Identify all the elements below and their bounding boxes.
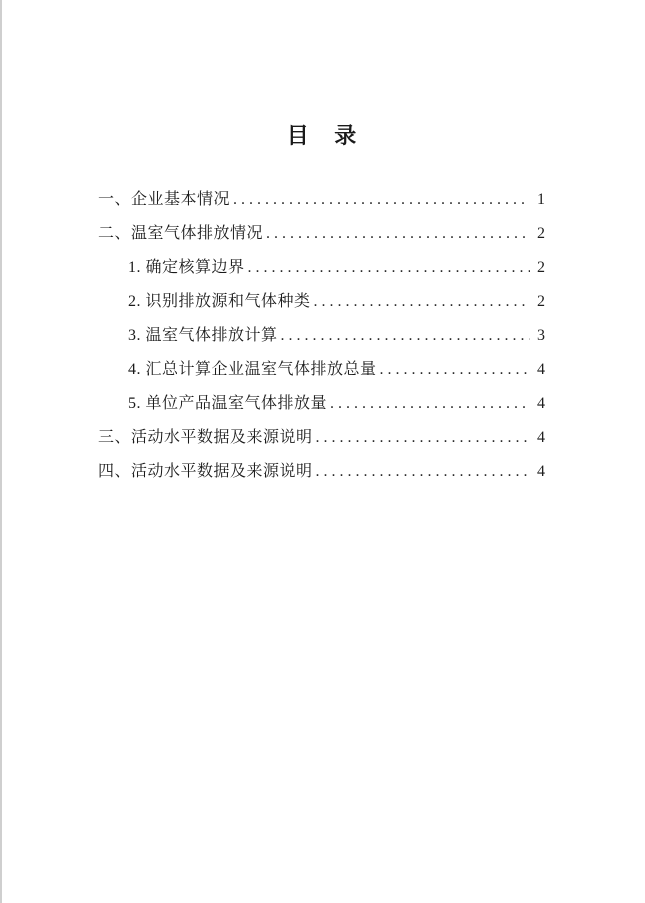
- toc-entry[interactable]: [98, 328, 545, 344]
- toc-entry-label: 四、活动水平数据及来源说明: [98, 463, 313, 480]
- toc-page-number: 1: [537, 191, 545, 208]
- toc-dot-leader: [316, 430, 530, 446]
- toc-entry[interactable]: [98, 226, 545, 242]
- toc-page-number: 4: [537, 395, 545, 412]
- page-left-edge-shadow: [0, 0, 2, 903]
- toc-dot-leader: [266, 226, 530, 242]
- toc-dot-leader: [314, 294, 530, 310]
- toc-page-number: 4: [537, 361, 545, 378]
- toc-entry[interactable]: [98, 362, 545, 378]
- toc-dot-leader: [330, 396, 530, 412]
- toc-entry-label: 2. 识别排放源和气体种类: [128, 293, 311, 310]
- toc-dot-leader: [316, 464, 530, 480]
- toc-list: [0, 192, 645, 480]
- toc-title: 目 录: [286, 123, 359, 148]
- toc-dot-leader: [233, 192, 530, 208]
- toc-page-number: 4: [537, 463, 545, 480]
- toc-entry[interactable]: [98, 192, 545, 208]
- toc-page-number: 2: [537, 259, 545, 276]
- toc-entry[interactable]: [98, 464, 545, 480]
- toc-page-number: 2: [537, 293, 545, 310]
- toc-entry-label: 一、企业基本情况: [98, 191, 231, 208]
- toc-page-number: 3: [537, 327, 545, 344]
- toc-entry[interactable]: [98, 430, 545, 446]
- toc-dot-leader: [248, 260, 530, 276]
- toc-entry-label: 5. 单位产品温室气体排放量: [128, 395, 328, 412]
- toc-entry-label: 1. 确定核算边界: [128, 259, 245, 276]
- toc-entry-label: 4. 汇总计算企业温室气体排放总量: [128, 361, 377, 378]
- toc-entry[interactable]: [98, 396, 545, 412]
- toc-entry[interactable]: [98, 294, 545, 310]
- toc-dot-leader: [281, 328, 530, 344]
- toc-dot-leader: [380, 362, 530, 378]
- toc-entry-label: 二、温室气体排放情况: [98, 225, 264, 242]
- toc-entry-label: 三、活动水平数据及来源说明: [98, 429, 313, 446]
- toc-entry-label: 3. 温室气体排放计算: [128, 327, 278, 344]
- toc-page-number: 2: [537, 225, 545, 242]
- toc-page-number: 4: [537, 429, 545, 446]
- toc-entry[interactable]: [98, 260, 545, 276]
